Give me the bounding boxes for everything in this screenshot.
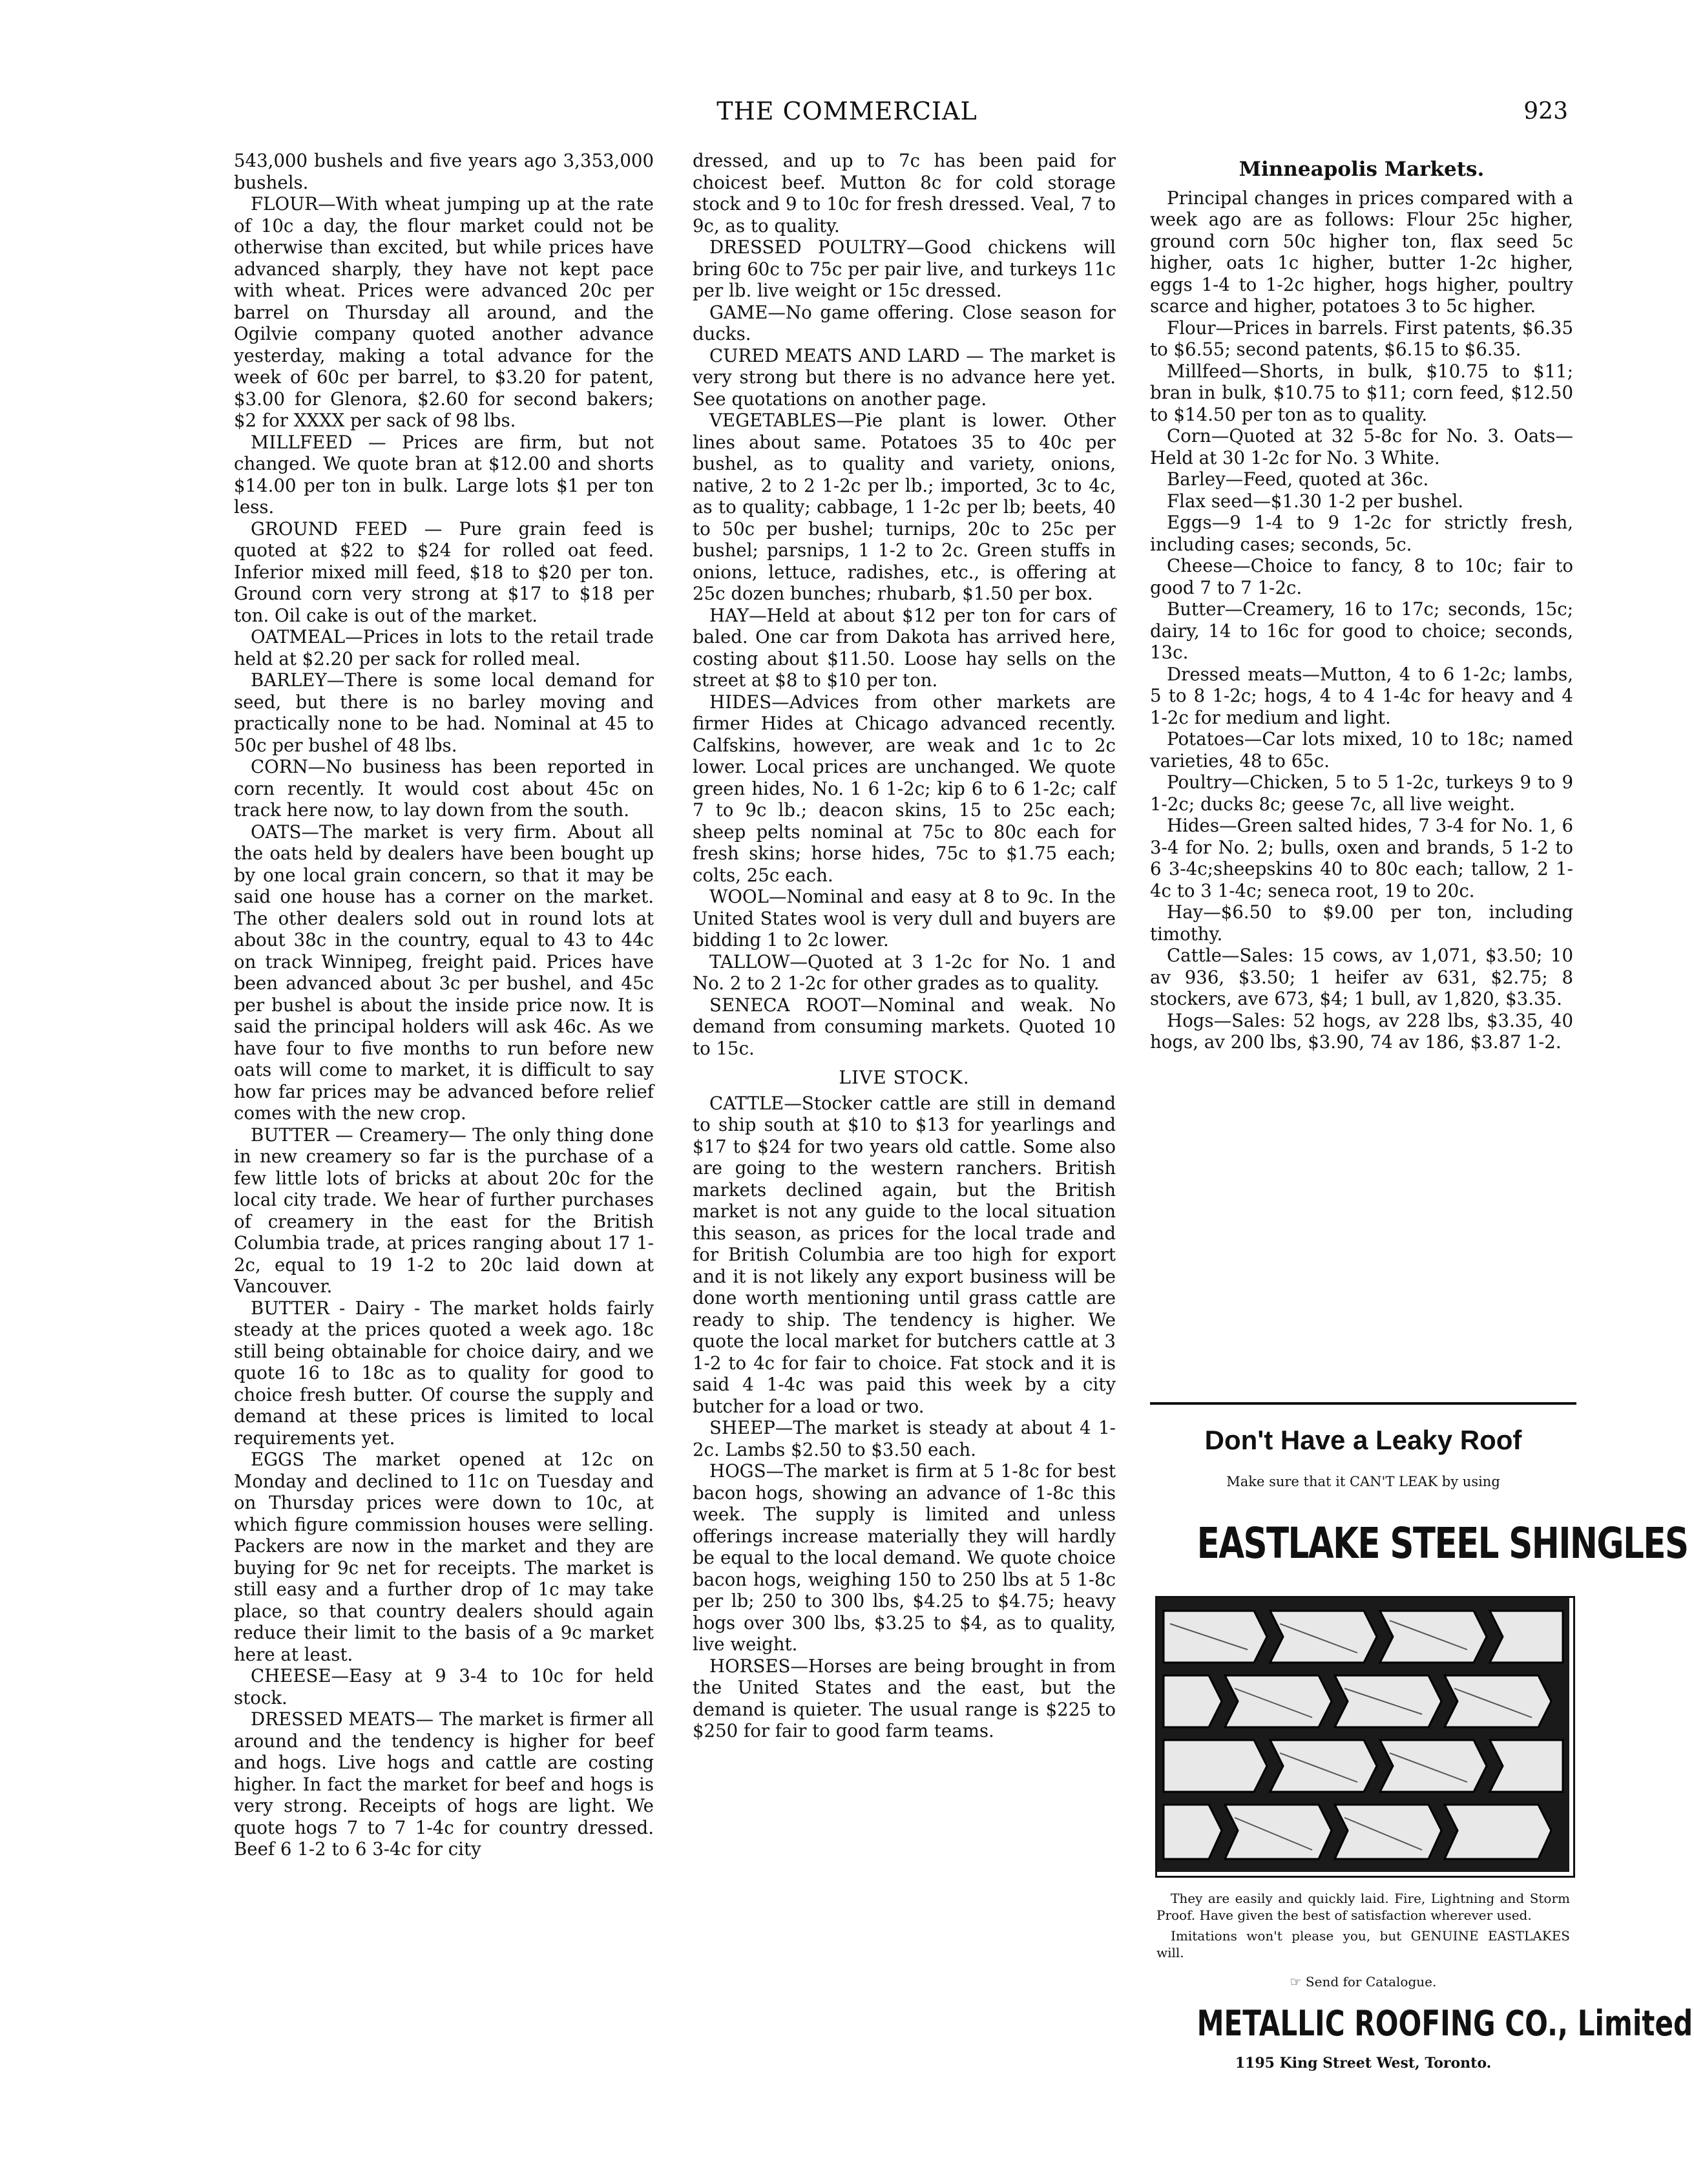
paragraph: MILLFEED — Prices are firm, but not changed. We quote bran at $12.00 and shorts $14.00 per ton in bulk. Large lots $1 per ton less.	[234, 431, 654, 518]
roofing-advertisement	[1150, 1425, 1693, 2116]
paragraph: HIDES—Advices from other markets are firmer Hides at Chicago advanced recently. Calfskins, however, are weak and 1c to 2c lower. Local prices are unchanged. We quote green hides, No. 1 6 1-2c; kip 6 to 6 1-2c; calf 7 to 9c lb.; deacon skins, 15 to 25c each; sheep pelts nominal at 75c to 80c each for fresh skins; horse hides, 75c to $1.75 each; colts, 25c each.	[693, 691, 1116, 886]
paragraph: Poultry—Chicken, 5 to 5 1-2c, turkeys 9 to 9 1-2c; ducks 8c; geese 7c, all live weight.	[1150, 772, 1573, 815]
left-column	[234, 150, 654, 1860]
paragraph: Hides—Green salted hides, 7 3-4 for No. 1, 6 3-4 for No. 2; bulls, oxen and brands, 5 1-2 to 6 3-4c;sheepskins 40 to 80c each; tallow, 2 1-4c to 3 1-4c; seneca root, 19 to 20c.	[1150, 815, 1573, 901]
paragraph: SHEEP—The market is steady at about 4 1-2c. Lambs $2.50 to $3.50 each.	[693, 1417, 1116, 1460]
paragraph: BUTTER — Creamery— The only thing done in new creamery so far is the purchase of a few little lots of bricks at about 20c for the local city trade. We hear of further purchases of creamery in the east for the British Columbia trade, at prices ranging about 17 1-2c, equal to 19 1-2 to 20c laid down at Vancouver.	[234, 1124, 654, 1297]
paragraph: FLOUR—With wheat jumping up at the rate of 10c a day, the flour market could not be otherwise than excited, but while prices have advanced sharply, they have not kept pace with wheat. Prices were advanced 20c per barrel on Thursday all around, and the Ogilvie company quoted another advance yesterday, making a total advance for the week of 60c per barrel, to $3.20 for patent, $3.00 for Glenora, $2.60 for second bakers; $2 for XXXX per sack of 98 lbs.	[234, 193, 654, 431]
paragraph: EGGS The market opened at 12c on Monday and declined to 11c on Tuesday and on Thursday prices were down to 10c, at which figure commission houses were selling. Packers are now in the market and they are buying for 9c net for receipts. The market is still easy and a further drop of 1c may take place, so that country dealers should again reduce their limit to the basis of a 9c market here at least.	[234, 1449, 654, 1665]
paragraph: CORN—No business has been reported in corn recently. It would cost about 45c on track here now, to lay down from the south.	[234, 756, 654, 821]
paragraph: 543,000 bushels and five years ago 3,353,000 bushels.	[234, 150, 654, 193]
shingle-pattern-image	[1157, 1598, 1569, 1872]
page-title: THE COMMERCIAL	[716, 97, 978, 125]
paragraph: Principal changes in prices compared with a week ago are as follows: Flour 25c higher, ground corn 50c higher ton, flax seed 5c higher, oats 1c higher, butter 1-2c higher, eggs 1-4 to 1-2c higher, hogs higher, poultry scarce and higher, potatoes 3 to 5c higher.	[1150, 187, 1573, 317]
paragraph: Butter—Creamery, 16 to 17c; seconds, 15c; dairy, 14 to 16c for good to choice; seconds, 13c.	[1150, 598, 1573, 663]
ad-brand: EASTLAKE STEEL SHINGLES	[1197, 1518, 1688, 1568]
ad-address: 1195 King Street West, Toronto.	[1235, 2055, 1492, 2072]
paragraph: Hay—$6.50 to $9.00 per ton, including timothy.	[1150, 901, 1573, 945]
paragraph: DRESSED POULTRY—Good chickens will bring 60c to 75c per pair live, and turkeys 11c per lb. live weight or 15c dressed.	[693, 236, 1116, 301]
paragraph: OATS—The market is very firm. About all the oats held by dealers have been bought up by one local grain concern, so that it may be said one house has a corner on the market. The other dealers sold out in round lots at about 38c in the country, equal to 43 to 44c on track Winnipeg, freight paid. Prices have been advanced about 3c per bushel, and 45c per bushel is about the inside price now. It is said the principal holders will ask 46c. As we have four to five months to run before new oats will come to market, it is difficult to say how far prices may be advanced before relief comes with the new crop.	[234, 821, 654, 1124]
right-column	[1150, 155, 1573, 1053]
paragraph: HOGS—The market is firm at 5 1-8c for best bacon hogs, showing an advance of 1-8c this week. The supply is limited and unless offerings increase materially they will hardly be equal to the local demand. We quote choice bacon hogs, weighing 150 to 250 lbs at 5 1-8c per lb; 250 to 300 lbs, $4.25 to $4.75; heavy hogs over 300 lbs, $3.25 to $4, as to quality, live weight.	[693, 1460, 1116, 1655]
paragraph: Dressed meats—Mutton, 4 to 6 1-2c; lambs, 5 to 8 1-2c; hogs, 4 to 4 1-4c for heavy and 4 1-2c for medium and light.	[1150, 663, 1573, 728]
paragraph: CATTLE—Stocker cattle are still in demand to ship south at $10 to $13 for yearlings and $17 to $24 for two years old cattle. Some also are going to the western ranchers. British markets declined again, but the British market is not any guide to the local situation this season, as prices for the local trade and for British Columbia are too high for export and it is not likely any export business will be done worth mentioning until grass cattle are ready to ship. The tendency is higher. We quote the local market for butchers cattle at 3 1-2 to 4c for fair to choice. Fat stock and it is said 4 1-4c was paid this week by a city butcher for a load or two.	[693, 1092, 1116, 1417]
paragraph: GAME—No game offering. Close season for ducks.	[693, 301, 1116, 344]
paragraph: OATMEAL—Prices in lots to the retail trade held at $2.20 per sack for rolled meal.	[234, 626, 654, 669]
paragraph: DRESSED MEATS— The market is firmer all around and the tendency is higher for beef and hogs. Live hogs and cattle are costing higher. In fact the market for beef and hogs is very strong. Receipts of hogs are light. We quote hogs 7 to 7 1-4c for country dressed. Beef 6 1-2 to 6 3-4c for city	[234, 1708, 654, 1860]
paragraph: CURED MEATS AND LARD — The market is very strong but there is no advance here yet. See quotations on another page.	[693, 344, 1116, 410]
ad-send-catalogue: ☞ Send for Catalogue.	[1290, 1974, 1437, 1990]
ad-company: METALLIC ROOFING CO., Limited	[1197, 2003, 1693, 2044]
paragraph: Flour—Prices in barrels. First patents, $6.35 to $6.55; second patents, $6.15 to $6.35.	[1150, 317, 1573, 360]
paragraph: Millfeed—Shorts, in bulk, $10.75 to $11; bran in bulk, $10.75 to $11; corn feed, $12.50 to $14.50 per ton as to quality.	[1150, 360, 1573, 425]
ad-body-text: Imitations won't please you, but GENUINE EASTLAKES will.	[1156, 1928, 1570, 1960]
page-number: 923	[1523, 98, 1568, 125]
paragraph: Barley—Feed, quoted at 36c.	[1167, 468, 1429, 490]
paragraph: Potatoes—Car lots mixed, 10 to 18c; named varieties, 48 to 65c.	[1150, 728, 1573, 772]
page-header	[0, 97, 1694, 136]
paragraph: dressed, and up to 7c has been paid for choicest beef. Mutton 8c for cold storage stock and 9 to 10c for fresh dressed. Veal, 7 to 9c, as to quality.	[693, 150, 1116, 236]
paragraph: TALLOW—Quoted at 3 1-2c for No. 1 and No. 2 to 2 1-2c for other grades as to quality.	[693, 950, 1116, 994]
ad-subline: Make sure that it CAN'T LEAK by using	[1226, 1474, 1500, 1489]
paragraph: SENECA ROOT—Nominal and weak. No demand from consuming markets. Quoted 10 to 15c.	[693, 994, 1116, 1059]
minneapolis-heading: Minneapolis Markets.	[1239, 158, 1485, 181]
column-rule	[1150, 1402, 1576, 1405]
ad-body-text: They are easily and quickly laid. Fire, Lightning and Storm Proof. Have given the best of satisfaction wherever used.	[1156, 1891, 1570, 1923]
paragraph: CHEESE—Easy at 9 3-4 to 10c for held stock.	[234, 1665, 654, 1708]
paragraph: BUTTER - Dairy - The market holds fairly steady at the prices quoted a week ago. 18c still being obtainable for choice dairy, and we quote 16 to 18c as to quality for good to choice fresh butter. Of course the supply and demand at these prices is limited to local requirements yet.	[234, 1297, 654, 1449]
paragraph: BARLEY—There is some local demand for seed, but there is no barley moving and practically none to be had. Nominal at 45 to 50c per bushel of 48 lbs.	[234, 669, 654, 756]
paragraph: Flax seed—$1.30 1-2 per bushel.	[1167, 490, 1464, 512]
middle-column	[693, 150, 1116, 1742]
shingle-illustration	[1155, 1596, 1575, 1878]
paragraph: Hogs—Sales: 52 hogs, av 228 lbs, $3.35, 40 hogs, av 200 lbs, $3.90, 74 av 186, $3.87 1-2.	[1150, 1009, 1573, 1053]
paragraph: GROUND FEED — Pure grain feed is quoted at $22 to $24 for rolled oat feed. Inferior mixed mill feed, $18 to $20 per ton. Ground corn very strong at $17 to $18 per ton. Oil cake is out of the market.	[234, 518, 654, 626]
paragraph: Cattle—Sales: 15 cows, av 1,071, $3.50; 10 av 936, $3.50; 1 heifer av 631, $2.75; 8 stockers, ave 673, $4; 1 bull, av 1,820, $3.35.	[1150, 945, 1573, 1009]
paragraph: Cheese—Choice to fancy, 8 to 10c; fair to good 7 to 7 1-2c.	[1150, 555, 1573, 598]
ad-body	[1156, 1890, 1570, 1965]
paragraph: Eggs—9 1-4 to 9 1-2c for strictly fresh, including cases; seconds, 5c.	[1150, 512, 1573, 555]
ad-headline: Don't Have a Leaky Roof	[1204, 1425, 1522, 1455]
paragraph: HORSES—Horses are being brought in from the United States and the east, but the demand is quieter. The usual range is $225 to $250 for fair to good farm teams.	[693, 1655, 1116, 1741]
paragraph: HAY—Held at about $12 per ton for cars of baled. One car from Dakota has arrived here, costing about $11.50. Loose hay sells on the street at $8 to $10 per ton.	[693, 604, 1116, 691]
live-stock-heading: LIVE STOCK.	[839, 1067, 970, 1088]
paragraph: Corn—Quoted at 32 5-8c for No. 3. Oats—Held at 30 1-2c for No. 3 White.	[1150, 425, 1573, 468]
paragraph: VEGETABLES—Pie plant is lower. Other lines about same. Potatoes 35 to 40c per bushel, as to quality and variety, onions, native, 2 to 2 1-2c per lb.; imported, 3c to 4c, as to quality; cabbage, 1 1-2c per lb; beets, 40 to 50c per bushel; turnips, 20c to 25c per bushel; parsnips, 1 1-2 to 2c. Green stuffs in onions, lettuce, radishes, etc., is offering at 25c dozen bunches; rhubarb, $1.50 per box.	[693, 410, 1116, 604]
paragraph: WOOL—Nominal and easy at 8 to 9c. In the United States wool is very dull and buyers are bidding 1 to 2c lower.	[693, 886, 1116, 950]
